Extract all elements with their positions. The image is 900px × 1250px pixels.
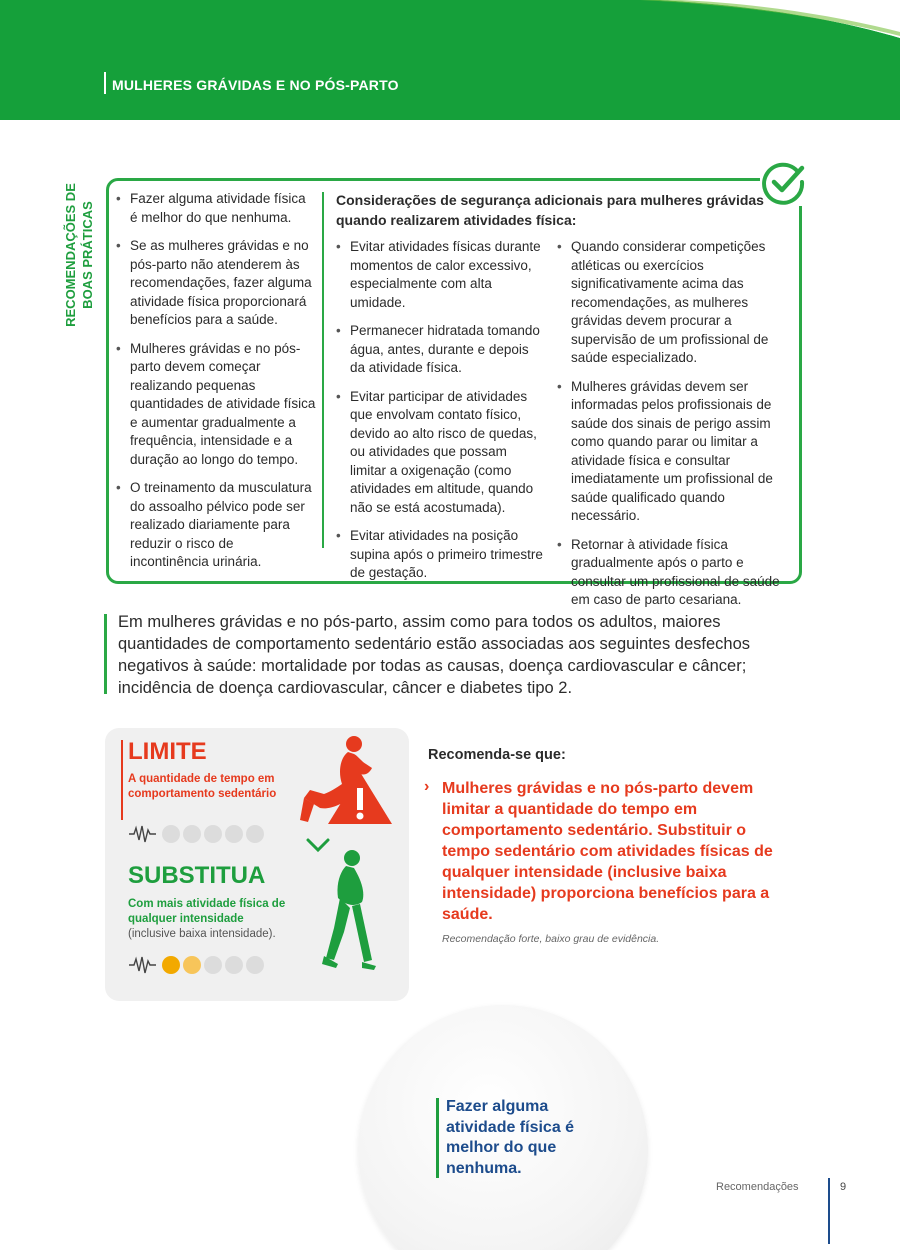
- meter-dot-empty: [246, 956, 264, 974]
- substitute-subtitle: Com mais atividade física de qualquer intensidade: [128, 898, 286, 925]
- chevron-right-icon: ›: [424, 778, 430, 795]
- list-item: • O treinamento da musculatura do assoalho pélvico pode ser realizado diariamente para reduzir o risco de incontinência urinária.: [116, 479, 316, 572]
- list-item: • Fazer alguma atividade física é melhor do que nenhuma.: [116, 190, 316, 227]
- circle-accent-bar: [436, 1098, 439, 1178]
- limit-accent-bar: [121, 740, 123, 820]
- side-label-line1: RECOMENDAÇÕES DE: [63, 183, 78, 327]
- meter-dot-empty: [183, 825, 201, 843]
- recommendation-text: Mulheres grávidas e no pós-parto devem limitar a quantidade do tempo em comportamento sedentário. Substituir o tempo sedentário com atividades físicas de qualquer intensidade (inclusive baixa intensidade) proporciona benefícios para a saúde.: [442, 780, 773, 923]
- limit-intensity-meter: [128, 824, 278, 844]
- list-item: • Evitar atividades físicas durante momentos de calor excessivo, especialmente com alta umidade.: [336, 238, 546, 312]
- meter-dot-empty: [204, 956, 222, 974]
- sedentary-statement: Em mulheres grávidas e no pós-parto, assim como para todos os adultos, maiores quantidades de comportamento sedentário estão associadas aos seguintes desfechos negativos à saúde: mortalidade por todas as causas, doença cardiovascular e câncer; incidência de doença cardiovascular, câncer e diabetes tipo 2.: [118, 613, 750, 697]
- meter-dot-empty: [204, 825, 222, 843]
- page-number: 9: [840, 1181, 847, 1193]
- list-item: • Retornar à atividade física gradualmente após o parto e consultar um profissional de saúde em caso de parto cesariana.: [557, 536, 789, 610]
- limit-title: LIMITE: [128, 738, 207, 765]
- header-band-graphic: [0, 0, 900, 120]
- meter-dot-empty: [162, 825, 180, 843]
- page-header: [0, 0, 900, 120]
- evidence-note: Recomendação forte, baixo grau de evidência.: [442, 933, 660, 945]
- substitute-title: SUBSTITUA: [128, 862, 266, 889]
- list-item: • Se as mulheres grávidas e no pós-parto não atenderem às recomendações, fazer alguma atividade física proporcionará benefícios para a saúde.: [116, 237, 316, 330]
- meter-dot-filled: [162, 956, 180, 974]
- column-divider: [322, 192, 324, 548]
- best-practices-column-1: [116, 190, 316, 582]
- meter-dot-filled: [183, 956, 201, 974]
- safety-column-1: [336, 238, 546, 593]
- walking-woman-icon: [322, 850, 376, 970]
- list-item: • Mulheres grávidas devem ser informadas pelos profissionais de saúde dos sinais de perigo assim como quando parar ou limitar a atividade física e consultar imediatamente um profissional de saúde qualificado quando necessário.: [557, 378, 789, 526]
- recommendation-heading: Recomenda-se que:: [428, 747, 566, 763]
- footer-section-label: Recomendações: [716, 1181, 799, 1193]
- circle-quote: Fazer alguma atividade física é melhor do que nenhuma.: [446, 1098, 575, 1177]
- footer-rule: [828, 1178, 830, 1244]
- pulse-icon: [129, 957, 156, 973]
- list-item: • Mulheres grávidas e no pós-parto devem começar realizando pequenas quantidades de atividade física e aumentar gradualmente a frequência, intensidade e a duração ao longo do tempo.: [116, 340, 316, 470]
- header-title: MULHERES GRÁVIDAS E NO PÓS-PARTO: [112, 77, 399, 93]
- meter-dot-empty: [225, 825, 243, 843]
- meter-dot-empty: [225, 956, 243, 974]
- safety-heading: Considerações de segurança adicionais para mulheres grávidas quando realizarem atividades física:: [336, 192, 764, 228]
- limit-subtitle: A quantidade de tempo em comportamento sedentário: [128, 773, 277, 800]
- meter-dot-empty: [246, 825, 264, 843]
- pregnant-figures-illustration: [296, 732, 406, 982]
- safety-column-2: [557, 238, 789, 620]
- header-rule: [104, 72, 106, 94]
- best-practices-side-label: [62, 165, 96, 345]
- substitute-intensity-meter: [128, 955, 278, 975]
- list-item: • Quando considerar competições atléticas ou exercícios significativamente acima das recomendações, as mulheres grávidas devem procurar a supervisão de um profissional de saúde especializado.: [557, 238, 789, 368]
- statement-accent-bar: [104, 614, 107, 694]
- substitute-note: (inclusive baixa intensidade).: [128, 928, 276, 940]
- pulse-icon: [129, 826, 156, 842]
- list-item: • Evitar atividades na posição supina após o primeiro trimestre de gestação.: [336, 527, 546, 583]
- side-label-line2: BOAS PRÁTICAS: [80, 201, 95, 309]
- list-item: • Evitar participar de atividades que envolvam contato físico, devido ao alto risco de quedas, ou atividades que possam limitar a oxigenação (como atividades em altitude, quando não se está acostumada).: [336, 388, 546, 518]
- list-item: • Permanecer hidratada tomando água, antes, durante e depois da atividade física.: [336, 322, 546, 378]
- chevron-down-icon: [308, 840, 328, 850]
